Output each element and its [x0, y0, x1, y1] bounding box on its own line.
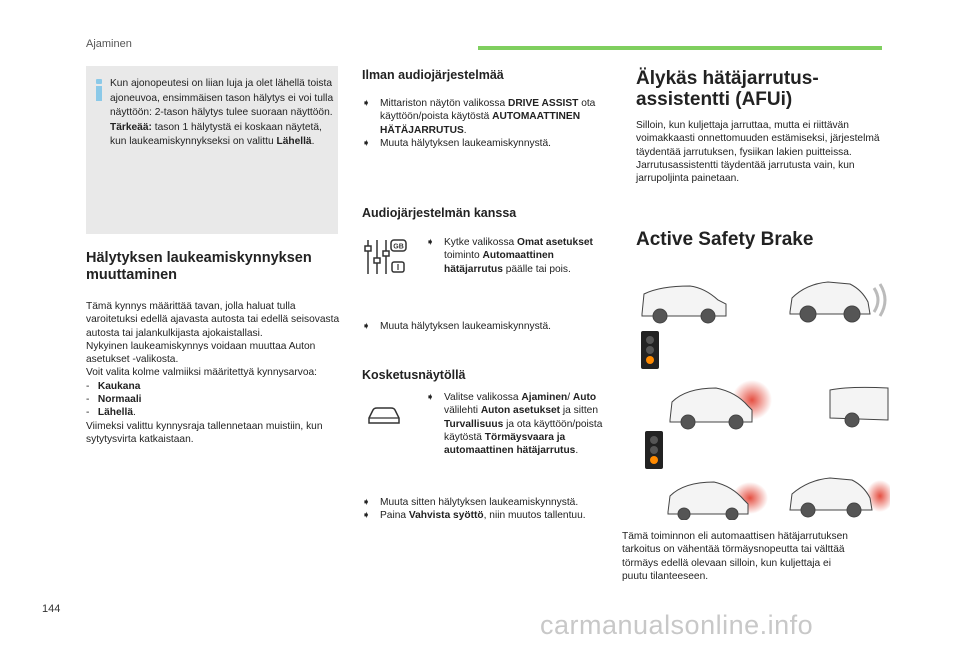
b2: Muuta hälytyksen laukeamiskynnystä.: [380, 137, 552, 149]
bullet-item: [362, 509, 622, 522]
left-paragraph-4: Viimeksi valittu kynnysraja tallennetaan muistiin, kun sytytysvirta katkaistaan.: [86, 420, 323, 445]
mid-bullets-2: [426, 236, 606, 276]
right-heading-1: Älykäs hätäjarrutus-assistentti (AFUi): [636, 68, 819, 110]
right-paragraph-1: Silloin, kun kuljettaja jarruttaa, mutta ei riittävän voimakkaasti onnettomuuden estämiseksi, järjestelmä täydentää jarrutuksen, fysiikan lakien puitteissa.: [636, 120, 880, 158]
mid-bullets-5: [362, 496, 622, 523]
b5a: Valitse valikossa: [444, 392, 522, 403]
mid-heading-3: Kosketusnäytöllä: [362, 368, 466, 382]
traffic-light-amber-icon: [644, 430, 666, 470]
left-paragraph-1: Tämä kynnys määrittää tavan, jolla haluat tulla varoitetuksi edellä ajavasta autosta tai edellä seisovasta autosta tai jalankulkijasta ajokaistallasi.: [86, 301, 340, 339]
bullet-arrow-icon: ➧: [362, 321, 371, 332]
info-icon: [95, 79, 103, 99]
b1d: AUTOMAATTINEN HÄTÄJARRUTUS: [380, 111, 581, 136]
option-list-item: - Kaukana: [86, 380, 141, 392]
bullet-item: [362, 320, 602, 333]
b3a: Kytke valikossa: [444, 237, 518, 248]
option-normaali: Normaali: [97, 394, 142, 406]
note-strong: Lähellä: [276, 136, 312, 148]
bullet-arrow-icon: ➧: [426, 392, 435, 403]
bullet-arrow-icon: ➧: [362, 98, 371, 109]
bullet-arrow-icon: ➧: [362, 510, 371, 522]
left-paragraph-2: Nykyinen laukeamiskynnys voidaan muuttaa Auton asetukset -valikosta.: [86, 340, 316, 366]
option-kaukana: Kaukana: [97, 380, 141, 392]
mid-heading-2: Audiojärjestelmän kanssa: [362, 206, 517, 220]
bullet-item: [426, 391, 616, 457]
mid-bullets-4: [426, 391, 616, 457]
option-list-item: - Lähellä.: [86, 407, 136, 419]
bullet-arrow-icon: ➧: [362, 497, 371, 508]
b5c: /: [567, 392, 573, 403]
b3e: päälle tai pois.: [502, 263, 571, 275]
b7b: Vahvista syöttö: [408, 510, 484, 522]
car-icon: [366, 404, 402, 426]
header-accent-line: [478, 46, 882, 50]
audio-settings-icon: [364, 238, 408, 276]
b4: Muuta hälytyksen laukeamiskynnystä.: [380, 321, 552, 332]
b5b: Ajaminen: [521, 392, 568, 403]
right-heading-2: Active Safety Brake: [636, 229, 814, 250]
bullet-arrow-icon: ➧: [362, 137, 371, 149]
right-paragraph-2: Jarrutusassistentti täydentää jarrutusta vain, kun jarrupoljinta painetaan.: [636, 159, 855, 185]
note-text-secondary: tason 1 hälytystä ei koskaan näytetä, kun laukeamiskynnykseksi on valittu: [110, 121, 322, 148]
bullet-item: [426, 236, 606, 276]
b5j: Törmäysvaara ja automaattinen hätäjarrutus: [444, 431, 576, 457]
bullet-item: [362, 496, 622, 509]
b3b: Omat asetukset: [517, 237, 593, 248]
right-body-1: [636, 119, 886, 185]
b5d: Auto: [572, 392, 597, 403]
illustration-cars-3: [640, 470, 890, 520]
note-label: Tärkeää:: [110, 121, 152, 133]
illustration-cars-2: [640, 372, 890, 430]
b1e: .: [463, 124, 467, 136]
option-lahella: Lähellä: [97, 407, 133, 419]
note-end: .: [311, 136, 315, 148]
page-number: 144: [42, 603, 61, 615]
bullet-arrow-icon: ➧: [426, 237, 435, 248]
b3d: Automaattinen hätäjarrutus: [444, 250, 554, 275]
right-body-2: Tämä toiminnon eli automaattisen hätäjarrutuksen tarkoitus on vähentää törmäysnopeutta tai välttää törmäys edellä olevaan silloin, kun kuljettaja ei puutu tilanteeseen.: [622, 531, 848, 582]
b3c: toiminto: [444, 250, 483, 262]
mid-bullets-3: [362, 320, 602, 333]
section-label: Ajaminen: [86, 38, 132, 50]
b1b: DRIVE ASSIST: [507, 98, 579, 109]
b5e: välilehti: [444, 405, 481, 417]
gb-label: GB: [393, 243, 404, 251]
b1a: Mittariston näytön valikossa: [380, 98, 508, 109]
note-text-main: Kun ajonopeutesi on liian luja ja olet lähellä toista ajoneuvoa, ensimmäisen tason hälytys ei voi tulla näyttöön: 2-tason hälytys tulee suoraan näyttöön.: [110, 78, 334, 119]
b5k: .: [575, 445, 579, 457]
b6: Muuta sitten hälytyksen laukeamiskynnystä.: [380, 497, 579, 508]
b5g: ja sitten: [560, 405, 599, 417]
mid-bullets-1: [362, 97, 602, 150]
b1c: ota käyttöön/poista käytöstä: [380, 98, 596, 123]
bullet-item: [362, 137, 602, 150]
note-text: [110, 77, 335, 150]
illustration-cars-1: [640, 272, 890, 326]
left-heading: Hälytyksen laukeamiskynnyksen muuttaminen: [86, 250, 312, 283]
b7c: , niin muutos tallentuu.: [483, 510, 586, 522]
traffic-light-red-icon: [640, 330, 662, 370]
mid-heading-1: Ilman audiojärjestelmää: [362, 68, 504, 82]
b5f: Auton asetukset: [480, 405, 561, 417]
b5i: ja ota käyttöön/poista käytöstä: [444, 418, 603, 443]
watermark: carmanualsonline.info: [540, 610, 814, 640]
b5h: Turvallisuus: [444, 418, 504, 430]
b7a: Paina: [380, 510, 409, 522]
left-paragraph-3: Voit valita kolme valmiiksi määritettyä kynnysarvoa:: [86, 367, 317, 379]
option-list-item: - Normaali: [86, 394, 142, 406]
left-body: [86, 300, 341, 446]
bullet-item: [362, 97, 602, 137]
